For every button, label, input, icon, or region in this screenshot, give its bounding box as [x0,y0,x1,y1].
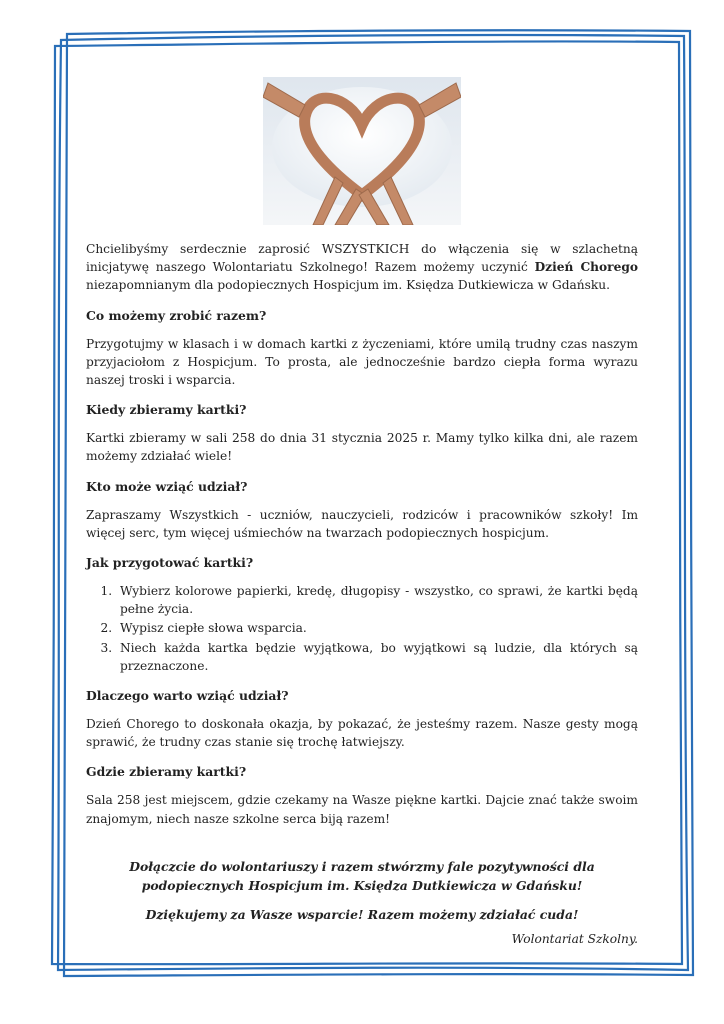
section-text: Sala 258 jest miejscem, gdzie czekamy na Wasze piękne kartki. Dajcie znać także swoim znajomym, niech nasze szkolne serca biją razem! [86,793,638,826]
letter-body [86,240,638,840]
section-heading: Gdzie zbieramy kartki? [86,764,247,780]
intro-text-end: niezapomnianym dla podopiecznych Hospicjum im. Księdza Dutkiewicza w Gdańsku. [86,278,610,293]
intro-highlight: Dzień Chorego [534,260,638,275]
closing-thanks: Dziękujemy za Wasze wsparcie! Razem możemy zdziałać cuda! [145,907,579,922]
closing-message [86,858,638,936]
intro-paragraph [86,240,638,295]
intro-text: Chcielibyśmy serdecznie zaprosić WSZYSTKICH do włączenia się w szlachetną inicjatywę naszego Wolontariatu Szkolnego! Razem możemy uczynić [86,242,638,275]
list-item: 2. Wypisz ciepłe słowa wsparcia. [116,619,638,637]
closing-invitation: Dołączcie do wolontariuszy i razem stwórzmy fale pozytywności dla podopiecznych Hospicjum im. Księdza Dutkiewicza w Gdańsku! [129,859,595,893]
section-heading: Dlaczego warto wziąć udział? [86,688,289,704]
section-heading: Kiedy zbieramy kartki? [86,402,247,418]
list-item: 1. Wybierz kolorowe papierki, kredę, długopisy - wszystko, co sprawi, że kartki będą pełne życia. [116,582,638,618]
section-text: Zapraszamy Wszystkich - uczniów, nauczycieli, rodziców i pracowników szkoły! Im więcej serc, tym więcej uśmiechów na twarzach podopiecznych hospicjum. [86,507,638,540]
section-heading: Co możemy zrobić razem? [86,307,267,323]
hands-heart-photo [263,77,461,225]
list-item: 3. Niech każda kartka będzie wyjątkowa, bo wyjątkowi są ludzie, dla których są przeznaczone. [116,639,638,675]
section-text: Dzień Chorego to doskonała okazja, by pokazać, że jesteśmy razem. Nasze gesty mogą sprawić, że trudny czas stanie się trochę łatwiejszy. [86,717,638,750]
section-heading: Jak przygotować kartki? [86,555,254,571]
instructions-list [86,582,638,675]
section-text: Kartki zbieramy w sali 258 do dnia 31 stycznia 2025 r. Mamy tylko kilka dni, ale razem możemy zdziałać wiele! [86,431,638,464]
signature: Wolontariat Szkolny. [511,932,638,946]
section-heading: Kto może wziąć udział? [86,478,248,494]
section-text: Przygotujmy w klasach i w domach kartki z życzeniami, które umilą trudny czas naszym przyjaciołom z Hospicjum. To prosta, ale jednocześnie bardzo ciepła forma wyrazu naszej troski i wsparcia. [86,336,638,388]
